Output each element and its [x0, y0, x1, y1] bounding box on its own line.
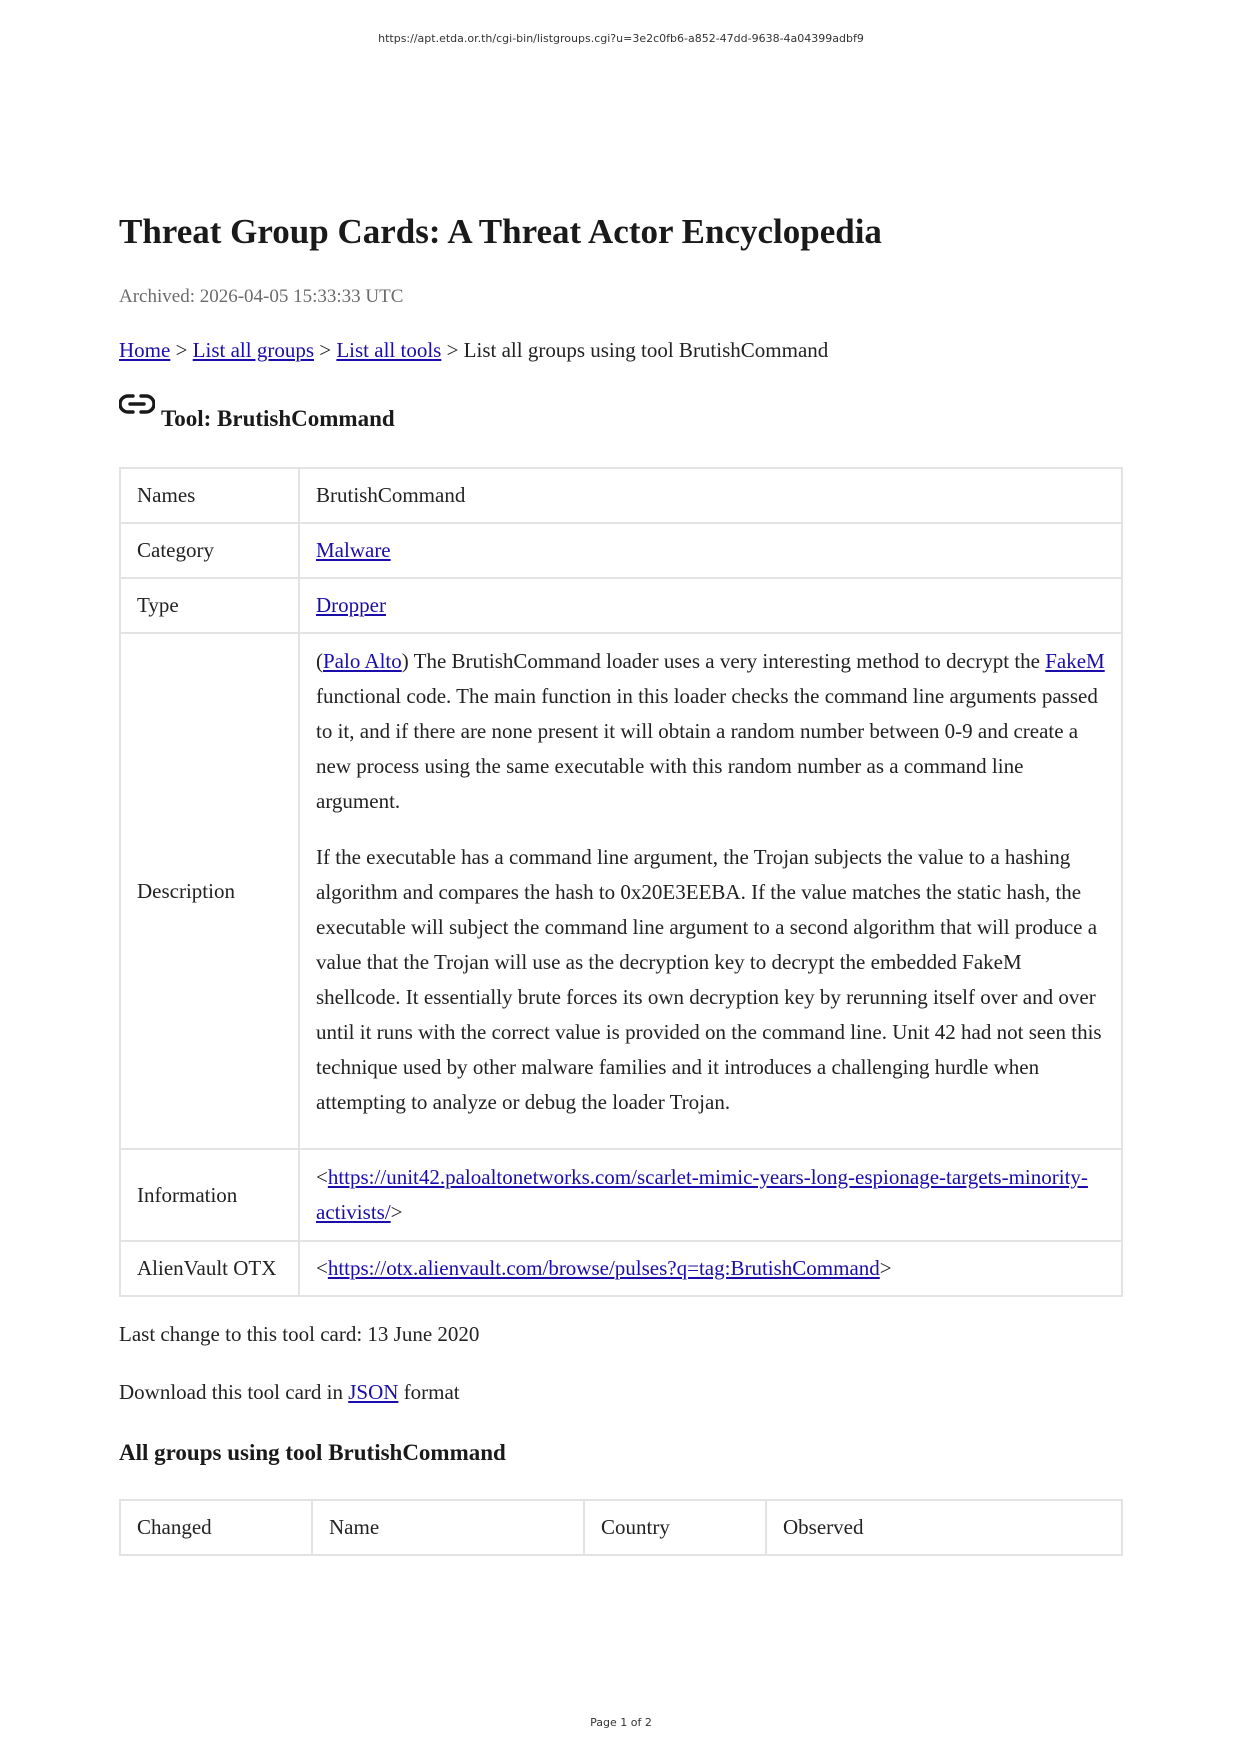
column-header-changed[interactable]: Changed: [120, 1500, 312, 1555]
breadcrumb: [119, 338, 828, 363]
type-link[interactable]: Dropper: [316, 593, 386, 617]
alienvault-link[interactable]: https://otx.alienvault.com/browse/pulses?q=tag:BrutishCommand: [327, 1256, 880, 1280]
tool-card-table: [119, 467, 1123, 1297]
column-header-name[interactable]: Name: [312, 1500, 584, 1555]
tool-heading-text: Tool: BrutishCommand: [161, 406, 395, 431]
fakem-link[interactable]: FakeM: [1045, 649, 1105, 673]
category-value: [299, 523, 1122, 578]
alienvault-key: AlienVault OTX: [120, 1241, 299, 1296]
description-text: ) The BrutishCommand loader uses a very interesting method to decrypt the: [401, 649, 1046, 673]
description-paragraph: If the executable has a command line argument, the Trojan subjects the value to a hashing algorithm and compares the hash to 0x20E3EEBA. If the value matches the static hash, the executable will subject the command line argument to a second algorithm that will produce a value that the Trojan will use as the decryption key to decrypt the embedded FakeM shellcode. It essentially brute forces its own decryption key by rerunning itself over and over until it runs with the correct value is provided on the command line. Unit 42 had not seen this technique used by other malware families and it introduces a challenging hurdle when attempting to analyze or debug the loader Trojan.: [316, 845, 1102, 1114]
description-text: functional code. The main function in this loader checks the command line arguments passed to it, and if there are none present it will obtain a random number between 0-9 and create a new process using the same executable with this random number as a command line argument.: [316, 684, 1098, 813]
angle-open: <: [316, 1256, 328, 1280]
category-link[interactable]: Malware: [316, 538, 391, 562]
download-suffix: format: [398, 1380, 460, 1404]
breadcrumb-home-link[interactable]: Home: [119, 338, 171, 362]
angle-open: <: [316, 1165, 328, 1189]
last-change-text: Last change to this tool card: 13 June 2020: [119, 1322, 480, 1346]
breadcrumb-tools-link[interactable]: List all tools: [336, 338, 442, 362]
tool-heading: [119, 400, 395, 432]
angle-close: >: [390, 1200, 403, 1224]
json-download-link[interactable]: JSON: [348, 1380, 399, 1404]
table-row: [120, 1241, 1122, 1296]
breadcrumb-separator: >: [170, 338, 193, 362]
table-row: [120, 523, 1122, 578]
type-key: Type: [120, 578, 299, 633]
archived-timestamp: Archived: 2026-04-05 15:33:33 UTC: [119, 286, 404, 307]
category-key: Category: [120, 523, 299, 578]
page-number: Page 1 of 2: [590, 1716, 652, 1729]
download-prefix: Download this tool card in: [119, 1380, 349, 1404]
column-header-observed[interactable]: Observed: [766, 1500, 1122, 1555]
information-link[interactable]: https://unit42.paloaltonetworks.com/scarlet-mimic-years-long-espionage-targets-minority-activists/: [316, 1165, 1088, 1224]
alienvault-value: [299, 1241, 1122, 1296]
download-line: [119, 1380, 460, 1405]
groups-heading: All groups using tool BrutishCommand: [119, 1440, 506, 1465]
breadcrumb-separator: >: [314, 338, 337, 362]
information-key: Information: [120, 1149, 299, 1241]
table-row: [120, 1149, 1122, 1241]
print-header-url: https://apt.etda.or.th/cgi-bin/listgroups.cgi?u=3e2c0fb6-a852-47dd-9638-4a04399adbf9: [378, 32, 864, 45]
angle-close: >: [879, 1256, 892, 1280]
breadcrumb-current: > List all groups using tool BrutishCommand: [441, 338, 829, 362]
column-header-country[interactable]: Country: [584, 1500, 766, 1555]
information-value: [299, 1149, 1122, 1241]
groups-header-row: [120, 1500, 1122, 1555]
names-key: Names: [120, 468, 299, 523]
source-palo-alto-link[interactable]: Palo Alto: [323, 649, 402, 673]
table-row: [120, 468, 1122, 523]
groups-table: [119, 1499, 1123, 1556]
table-row: [120, 578, 1122, 633]
breadcrumb-groups-link[interactable]: List all groups: [192, 338, 314, 362]
description-paragraph: [316, 644, 1105, 819]
paren-open: (: [316, 649, 323, 673]
page-title: Threat Group Cards: A Threat Actor Encyclopedia: [119, 212, 882, 251]
link-icon[interactable]: [119, 390, 155, 418]
description-value: [299, 633, 1122, 1149]
names-value: BrutishCommand: [299, 468, 1122, 523]
type-value: [299, 578, 1122, 633]
description-key: Description: [120, 633, 299, 1149]
table-row: [120, 633, 1122, 1149]
